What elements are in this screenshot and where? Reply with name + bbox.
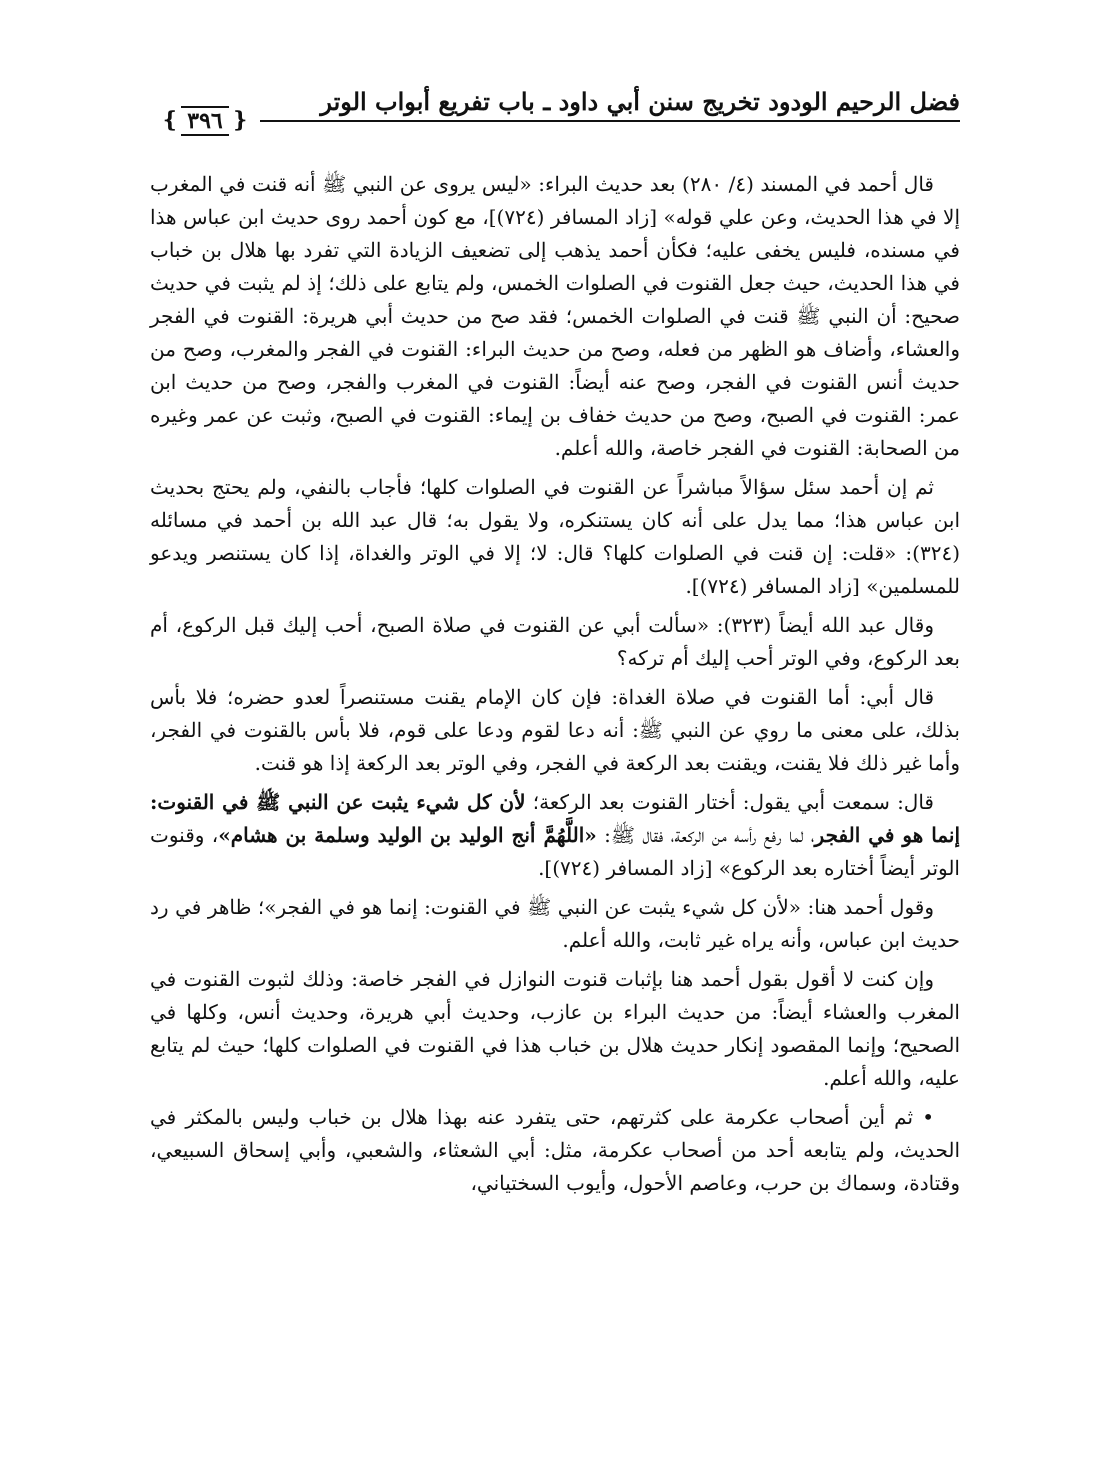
page-number: ٣٩٦: [181, 106, 228, 136]
text-run: ، لما رفع رأسه من الركعة، فقال ﷺ:: [596, 823, 815, 847]
paragraph: قال أحمد في المسند (٤/ ٢٨٠) بعد حديث البراء: «ليس يروى عن النبي ﷺ أنه قنت في المغرب إلا في هذا الحديث، وعن علي قوله» [زاد المسافر (٧٢٤)]، مع كون أحمد روى حديث ابن عباس هذا في مسنده، فليس يخفى عليه؛ فكأن أحمد يذهب إلى تضعيف الزيادة التي تفرد بها هلال بن خباب في هذا الحديث، حيث جعل القنوت في الصلوات الخمس، ولم يتابع على ذلك؛ إذ لم يثبت في حديث صحيح: أن النبي ﷺ قنت في الصلوات الخمس؛ فقد صح من حديث أبي هريرة: القنوت في الفجر والعشاء، وأضاف هو الظهر من فعله، وصح من حديث البراء: القنوت في الفجر والمغرب، وصح من حديث أنس القنوت في الفجر، وصح عنه أيضاً: القنوت في المغرب والفجر، وصح من حديث ابن عمر: القنوت في الصبح، وصح من حديث خفاف بن إيماء: القنوت في الصبح، وثبت عن عمر وغيره من الصحابة: القنوت في الفجر خاصة، والله أعلم.: [150, 172, 961, 460]
bold-text-run: لأن كل شيء يثبت عن النبي ﷺ في القنوت: إنما هو في الفجر: [150, 790, 961, 847]
ornament-brace-icon: ❵: [160, 108, 180, 133]
paragraph: [150, 786, 960, 885]
paragraph: قال أبي: أما القنوت في صلاة الغداة: فإن كان الإمام يقنت مستنصراً لعدو حضره؛ فلا بأس بذلك، على معنى ما روي عن النبي ﷺ: أنه دعا لقوم ودعا على قوم، فلا بأس بالقنوت في الفجر، وأما غير ذلك فلا يقنت، ويقنت بعد الركعة في الفجر، وفي الوتر بعد الركعة إذا هو قنت.: [150, 685, 961, 775]
text-run: قال: سمعت أبي يقول: أختار القنوت بعد الركعة؛: [525, 790, 934, 814]
bold-text-run: «اللَّهُمَّ أنج الوليد بن الوليد وسلمة بن هشام»: [218, 823, 597, 847]
header-title: فضل الرحيم الودود تخريج سنن أبي داود ـ باب تفريع أبواب الوتر: [320, 87, 960, 116]
paragraph: ثم إن أحمد سئل سؤالاً مباشراً عن القنوت في الصلوات كلها؛ فأجاب بالنفي، ولم يحتج بحديث ابن عباس هذا؛ مما يدل على أنه كان يستنكره، ولا يقول به؛ قال عبد الله بن أحمد في مسائله (٣٢٤): «قلت: إن قنت في الصلوات كلها؟ قال: لا؛ إلا في الوتر والغداة، إذا كان يستنصر ويدعو للمسلمين» [زاد المسافر (٧٢٤)].: [150, 475, 960, 598]
header-rule: [150, 120, 960, 122]
paragraph: وإن كنت لا أقول بقول أحمد هنا بإثبات قنوت النوازل في الفجر خاصة: وذلك لثبوت القنوت في المغرب والعشاء أيضاً: من حديث البراء بن عازب، وحديث أبي هريرة، وحديث أنس، وكلها في الصحيح؛ وإنما المقصود إنكار حديث هلال بن خباب هذا في القنوت في الصلوات كلها؛ حيث لم يتابع عليه، والله أعلم.: [150, 967, 960, 1090]
page-number-frame: [150, 108, 260, 134]
page-body: [150, 168, 960, 1206]
text-run: ، وقنوت الوتر أيضاً أختاره بعد الركوع» [زاد المسافر (٧٢٤)].: [150, 823, 960, 880]
paragraph: وقال عبد الله أيضاً (٣٢٣): «سألت أبي عن القنوت في صلاة الصبح، أحب إليك قبل الركوع، أم بعد الركوع، وفي الوتر أحب إليك أم تركه؟: [150, 613, 960, 670]
paragraph: وقول أحمد هنا: «لأن كل شيء يثبت عن النبي ﷺ في القنوت: إنما هو في الفجر»؛ ظاهر في رد حديث ابن عباس، وأنه يراه غير ثابت، والله أعلم.: [150, 895, 960, 952]
ornament-brace-icon: ❴: [230, 108, 250, 133]
paragraph: • ثم أين أصحاب عكرمة على كثرتهم، حتى يتفرد عنه بهذا هلال بن خباب وليس بالمكثر في الحديث، ولم يتابعه أحد من أصحاب عكرمة، مثل: أبي الشعثاء، والشعبي، وأبي إسحاق السبيعي، وقتادة، وسماك بن حرب، وعاصم الأحول، وأيوب السختياني،: [150, 1105, 960, 1195]
running-header: [150, 86, 960, 150]
